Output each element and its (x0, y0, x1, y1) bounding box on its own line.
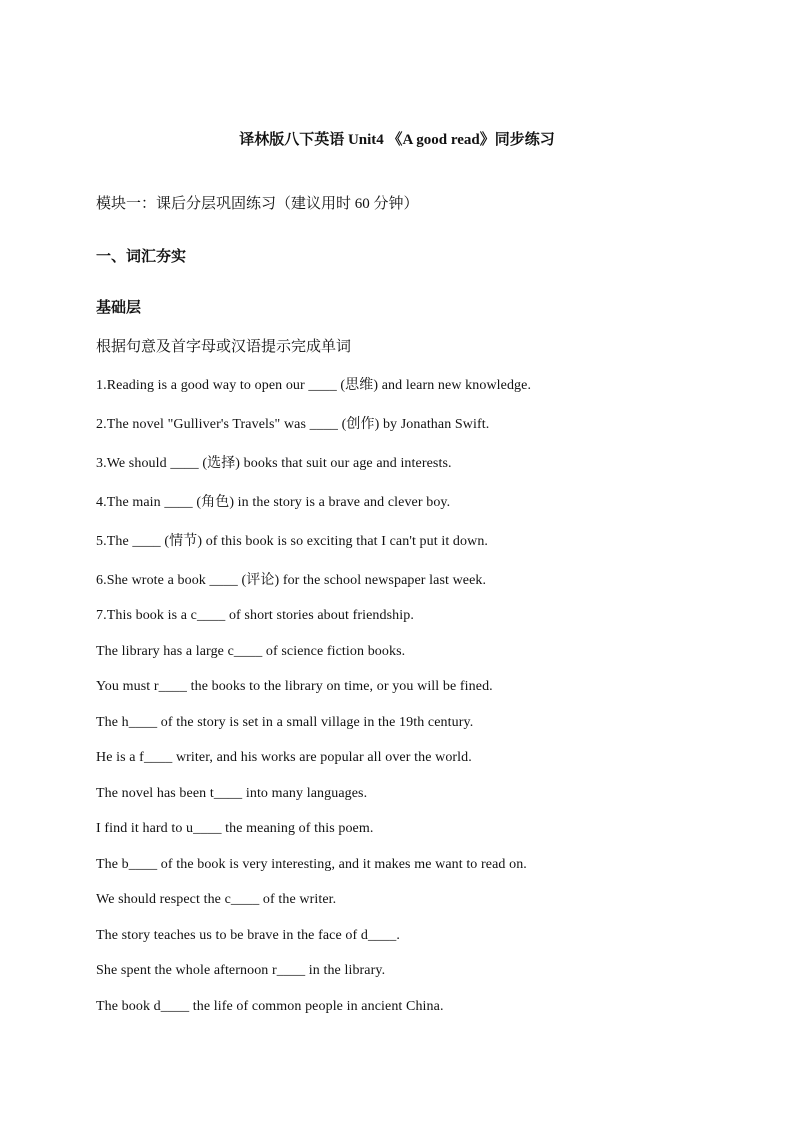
level-heading: 基础层 (96, 300, 142, 316)
module-heading: 模块一：课后分层巩固练习（建议用时 60 分钟） (96, 196, 419, 212)
exercise-item: We should respect the c____ of the writer. (96, 892, 337, 907)
exercise-item: He is a f____ writer, and his works are popular all over the world. (96, 750, 472, 765)
exercise-item: 3.We should ____ (选择) books that suit our age and interests. (96, 456, 452, 471)
exercise-item: You must r____ the books to the library on time, or you will be fined. (96, 679, 493, 694)
instruction-text: 根据句意及首字母或汉语提示完成单词 (96, 339, 352, 355)
document-title: 译林版八下英语 Unit4 《A good read》同步练习 (239, 132, 555, 148)
section-heading: 一、词汇夯实 (96, 249, 187, 265)
exercise-list (96, 374, 736, 1034)
exercise-item: 5.The ____ (情节) of this book is so exciting that I can't put it down. (96, 534, 489, 549)
exercise-item: 4.The main ____ (角色) in the story is a brave and clever boy. (96, 495, 451, 510)
exercise-item: 7.This book is a c____ of short stories about friendship. (96, 608, 414, 623)
exercise-item: She spent the whole afternoon r____ in the library. (96, 963, 386, 978)
exercise-item: The h____ of the story is set in a small village in the 19th century. (96, 714, 474, 730)
exercise-item: I find it hard to u____ the meaning of this poem. (96, 821, 374, 836)
exercise-item: 6.She wrote a book ____ (评论) for the school newspaper last week. (96, 573, 487, 588)
exercise-item: The novel has been t____ into many languages. (96, 785, 368, 801)
exercise-item: 2.The novel "Gulliver's Travels" was ____ (创作) by Jonathan Swift. (96, 417, 490, 432)
exercise-item: The b____ of the book is very interesting, and it makes me want to read on. (96, 856, 527, 872)
exercise-item: The story teaches us to be brave in the face of d____. (96, 927, 400, 943)
exercise-item: The book d____ the life of common people in ancient China. (96, 998, 444, 1014)
exercise-item: 1.Reading is a good way to open our ____ (思维) and learn new knowledge. (96, 378, 532, 393)
exercise-item: The library has a large c____ of science fiction books. (96, 643, 406, 659)
